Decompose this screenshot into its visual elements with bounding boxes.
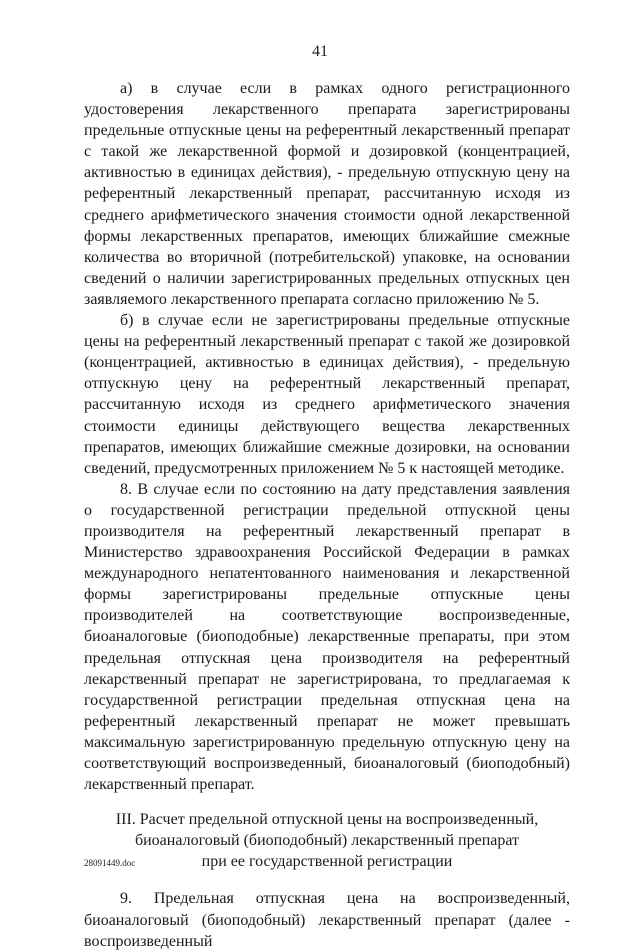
document-body <box>84 78 570 952</box>
page-number: 41 <box>312 43 328 60</box>
paragraph-9: 9. Предельная отпускная цена на воспроизведенный, биоаналоговый (биоподобный) лекарственный препарат (далее - воспроизведенный <box>84 890 570 950</box>
footer-file-code: 28091449.doc <box>84 858 136 868</box>
section-heading-line: биоаналоговый (биоподобный) лекарственный препарат <box>134 832 520 850</box>
paragraph-b: б) в случае если не зарегистрированы предельные отпускные цены на референтный лекарственный препарат с такой же дозировкой (концентрацией, активностью в единицах действия), - предельную отпускную цену на референтный лекарственный препарат, рассчитанную исходя из среднего арифметического значения стоимости единицы действующего вещества лекарственных препаратов, имеющих ближайшие смежные дозировки, на основании сведений, предусмотренных приложением № 5 к настоящей методике. <box>84 312 570 477</box>
section-heading-line: III. Расчет предельной отпускной цены на воспроизведенный, <box>115 811 539 829</box>
paragraph-a: а) в случае если в рамках одного регистрационного удостоверения лекарственного препарата зарегистрированы предельные отпускные цены на референтный лекарственный препарат с такой же лекарственной формой и дозировкой (концентрацией, активностью в единицах действия), - предельную отпускную цену на референтный лекарственный препарат, рассчитанную исходя из среднего арифметического значения стоимости одной лекарственной формы лекарственных препаратов, имеющих ближайшие смежные количества во вторичной (потребительской) упаковке, на основании сведений о наличии зарегистрированных предельных отпускных цен заявляемого лекарственного препарата согласно приложению № 5. <box>84 80 570 308</box>
section-heading-line: при ее государственной регистрации <box>201 853 453 871</box>
paragraph-8: 8. В случае если по состоянию на дату представления заявления о государственной регистрации предельной отпускной цены производителя на референтный лекарственный препарат в Министерство здравоохранения Российской Федерации в рамках международного непатентованного наименования и лекарственной формы зарегистрированы предельные отпускные цены производителей на соответствующие воспроизведенные, биоаналоговые (биоподобные) лекарственные препараты, при этом предельная отпускная цена производителя на референтный лекарственный препарат не зарегистрирована, то предлагаемая к государственной регистрации предельная отпускная цена на референтный лекарственный препарат не может превышать максимальную зарегистрированную предельную отпускную цену на соответствующий воспроизведенный, биоаналоговый (биоподобный) лекарственный препарат. <box>84 480 570 794</box>
section-heading <box>84 809 570 872</box>
